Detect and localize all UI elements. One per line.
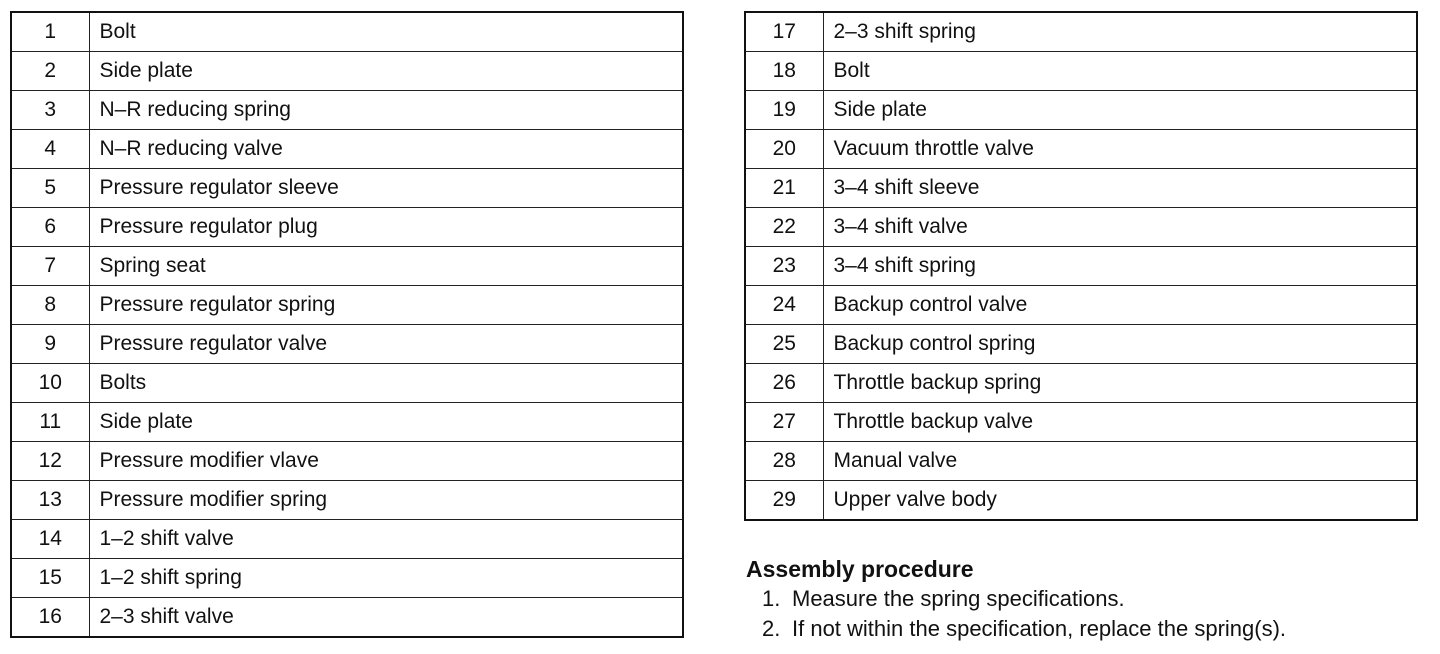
- table-row: [745, 208, 1417, 247]
- part-number: 9: [11, 325, 89, 364]
- part-name: Pressure modifier vlave: [89, 442, 683, 481]
- table-row: [745, 12, 1417, 52]
- part-number: 3: [11, 91, 89, 130]
- part-number: 7: [11, 247, 89, 286]
- part-name: 3–4 shift sleeve: [823, 169, 1417, 208]
- table-row: [745, 247, 1417, 286]
- table-row: [745, 286, 1417, 325]
- procedure-title: Assembly procedure: [746, 556, 974, 582]
- table-row: [745, 169, 1417, 208]
- table-row: [11, 520, 683, 559]
- table-row: [11, 364, 683, 403]
- part-number: 11: [11, 403, 89, 442]
- part-name: Throttle backup valve: [823, 403, 1417, 442]
- table-row: [11, 247, 683, 286]
- part-name: Manual valve: [823, 442, 1417, 481]
- parts-table-right: [744, 11, 1418, 521]
- step-text: Measure the spring specifications.: [792, 586, 1125, 611]
- part-number: 2: [11, 52, 89, 91]
- part-number: 28: [745, 442, 823, 481]
- part-name: Bolt: [89, 12, 683, 52]
- part-number: 23: [745, 247, 823, 286]
- part-name: Pressure modifier spring: [89, 481, 683, 520]
- step-number: 1.: [762, 586, 781, 611]
- part-name: Bolts: [89, 364, 683, 403]
- step-text: If not within the specification, replace the spring(s).: [792, 616, 1287, 641]
- table-row: [11, 12, 683, 52]
- part-number: 18: [745, 52, 823, 91]
- part-number: 10: [11, 364, 89, 403]
- part-name: 2–3 shift spring: [823, 12, 1417, 52]
- part-name: Pressure regulator sleeve: [89, 169, 683, 208]
- part-name: Throttle backup spring: [823, 364, 1417, 403]
- table-row: [11, 286, 683, 325]
- table-row: [11, 598, 683, 638]
- table-row: [745, 481, 1417, 521]
- part-number: 1: [11, 12, 89, 52]
- part-name: Spring seat: [89, 247, 683, 286]
- part-name: 1–2 shift spring: [89, 559, 683, 598]
- part-number: 27: [745, 403, 823, 442]
- table-row: [11, 403, 683, 442]
- step-number: 2.: [762, 616, 781, 641]
- part-name: Pressure regulator spring: [89, 286, 683, 325]
- part-number: 5: [11, 169, 89, 208]
- part-name: Pressure regulator valve: [89, 325, 683, 364]
- part-name: 1–2 shift valve: [89, 520, 683, 559]
- assembly-procedure: [746, 554, 1436, 644]
- part-number: 26: [745, 364, 823, 403]
- part-name: Side plate: [89, 403, 683, 442]
- parts-table-left-body: [11, 12, 683, 637]
- part-number: 20: [745, 130, 823, 169]
- part-number: 22: [745, 208, 823, 247]
- table-row: [745, 403, 1417, 442]
- part-number: 13: [11, 481, 89, 520]
- part-number: 25: [745, 325, 823, 364]
- part-name: 3–4 shift valve: [823, 208, 1417, 247]
- table-row: [745, 364, 1417, 403]
- part-name: N–R reducing spring: [89, 91, 683, 130]
- table-row: [745, 52, 1417, 91]
- part-number: 6: [11, 208, 89, 247]
- part-number: 12: [11, 442, 89, 481]
- table-row: [11, 325, 683, 364]
- part-name: 3–4 shift spring: [823, 247, 1417, 286]
- part-number: 19: [745, 91, 823, 130]
- table-row: [11, 208, 683, 247]
- part-name: Side plate: [89, 52, 683, 91]
- part-name: Vacuum throttle valve: [823, 130, 1417, 169]
- table-row: [11, 559, 683, 598]
- procedure-step: [746, 584, 1436, 614]
- parts-table-left: [10, 11, 684, 638]
- part-name: Backup control spring: [823, 325, 1417, 364]
- table-row: [11, 52, 683, 91]
- procedure-steps: [746, 584, 1436, 644]
- part-number: 14: [11, 520, 89, 559]
- table-row: [745, 130, 1417, 169]
- table-row: [11, 481, 683, 520]
- part-name: Bolt: [823, 52, 1417, 91]
- part-number: 16: [11, 598, 89, 638]
- part-number: 15: [11, 559, 89, 598]
- table-row: [11, 169, 683, 208]
- table-row: [11, 130, 683, 169]
- table-row: [745, 325, 1417, 364]
- part-number: 8: [11, 286, 89, 325]
- part-name: N–R reducing valve: [89, 130, 683, 169]
- part-name: Upper valve body: [823, 481, 1417, 521]
- part-name: Side plate: [823, 91, 1417, 130]
- part-number: 4: [11, 130, 89, 169]
- parts-table-right-body: [745, 12, 1417, 520]
- part-number: 21: [745, 169, 823, 208]
- table-row: [11, 91, 683, 130]
- part-name: 2–3 shift valve: [89, 598, 683, 638]
- part-number: 17: [745, 12, 823, 52]
- part-name: Backup control valve: [823, 286, 1417, 325]
- table-row: [745, 91, 1417, 130]
- part-number: 24: [745, 286, 823, 325]
- procedure-step: [746, 614, 1436, 644]
- table-row: [11, 442, 683, 481]
- part-number: 29: [745, 481, 823, 521]
- table-row: [745, 442, 1417, 481]
- part-name: Pressure regulator plug: [89, 208, 683, 247]
